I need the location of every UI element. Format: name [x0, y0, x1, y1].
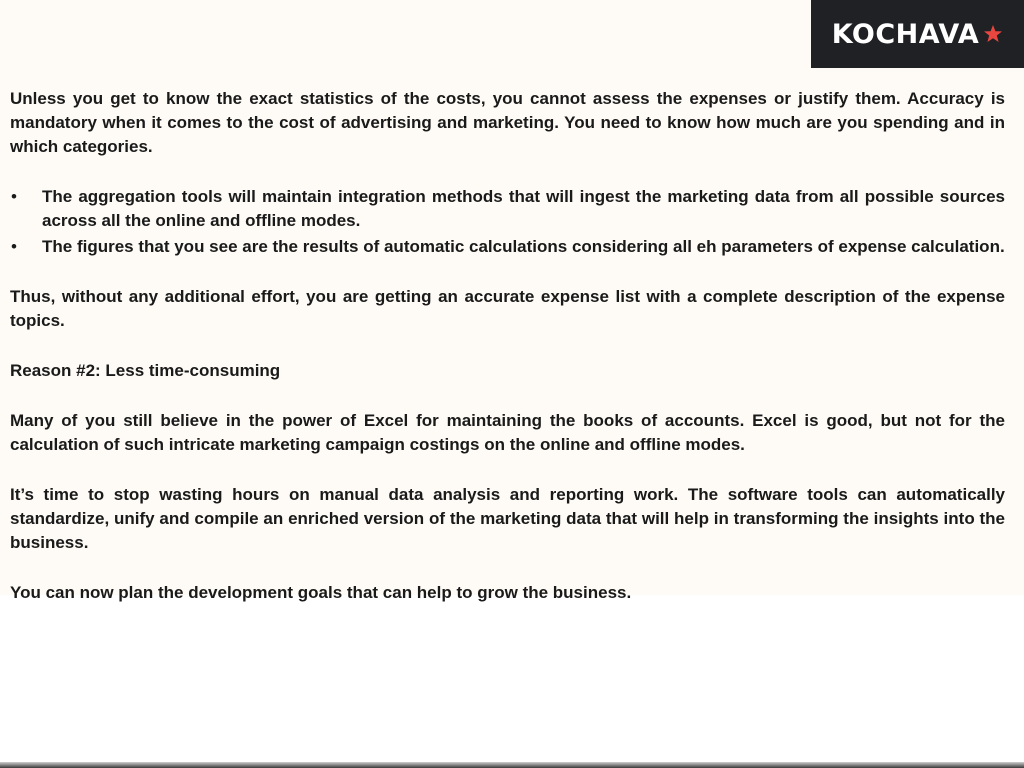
list-item: • The figures that you see are the results of automatic calculations considering all eh parameters of expense calculation. — [42, 235, 1005, 259]
section-heading: Reason #2: Less time-consuming — [10, 361, 281, 380]
automation-paragraph: It’s time to stop wasting hours on manual data analysis and reporting work. The software tools can automatically standardize, unify and compile an enriched version of the marketing data that will help in transforming the insights into the business. — [10, 485, 1005, 552]
logo-text: KOCHAVA — [831, 18, 980, 50]
bottom-divider — [0, 762, 1024, 768]
kochava-logo — [811, 0, 1024, 68]
excel-paragraph: Many of you still believe in the power of Excel for maintaining the books of accounts. Excel is good, but not for the calculation of such intricate marketing campaign costings on the online and offline modes. — [10, 411, 1005, 454]
star-icon — [983, 24, 1003, 44]
closing-paragraph: You can now plan the development goals that can help to grow the business. — [10, 583, 632, 602]
list-item: • The aggregation tools will maintain integration methods that will ingest the marketing data from all possible sources across all the online and offline modes. — [42, 185, 1005, 233]
article-body — [10, 87, 1005, 631]
bullet-list — [10, 185, 1005, 259]
summary-paragraph: Thus, without any additional effort, you are getting an accurate expense list with a complete description of the expense topics. — [10, 287, 1005, 330]
intro-paragraph: Unless you get to know the exact statistics of the costs, you cannot assess the expenses or justify them. Accuracy is mandatory when it comes to the cost of advertising and marketing. You need to know how much are you spending and in which categories. — [10, 89, 1005, 156]
